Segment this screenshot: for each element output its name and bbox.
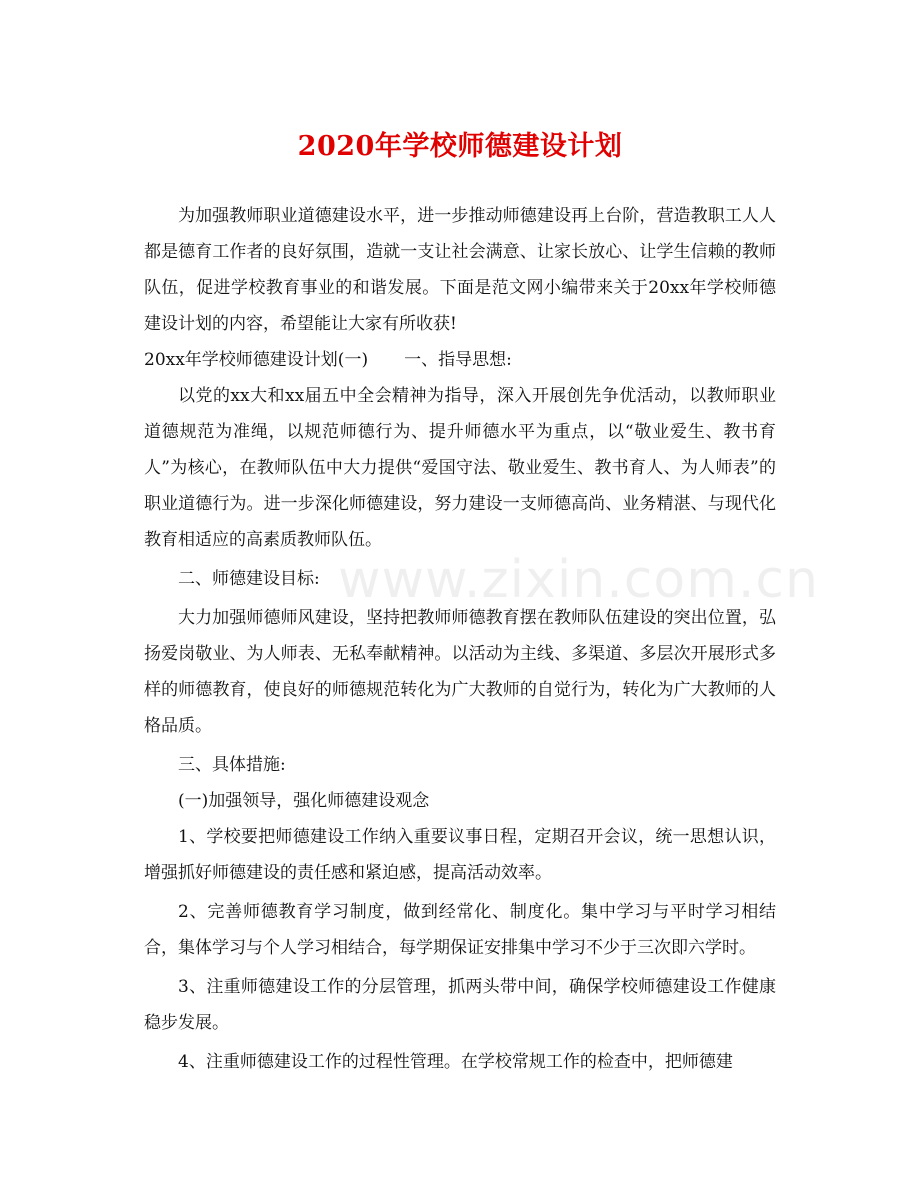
plan-heading-line: [144, 342, 776, 378]
measure-item-1: 1、学校要把师德建设工作纳入重要议事日程，定期召开会议，统一思想认识，增强抓好师德建设的责任感和紧迫感，提高活动效率。: [144, 827, 776, 883]
measure-item-4: 4、注重师德建设工作的过程性管理。在学校常规工作的检查中，把师德建: [178, 1052, 733, 1072]
document-title: 2020年学校师德建设计划: [297, 131, 623, 162]
intro-paragraph: 为加强教师职业道德建设水平，进一步推动师德建设再上台阶，营造教职工人人都是德育工作者的良好氛围，造就一支让社会满意、让家长放心、让学生信赖的教师队伍，促进学校教育事业的和谐发展。下面是范文网小编带来关于20xx年学校师德建设计划的内容，希望能让大家有所收获!: [144, 206, 776, 334]
section2-heading: 二、师德建设目标:: [178, 569, 320, 589]
plan-heading: 20xx年学校师德建设计划(一): [144, 350, 369, 370]
watermark: www.zixin.com.cn: [338, 550, 819, 610]
section3-heading: 三、具体措施:: [178, 755, 286, 775]
document-body: [144, 198, 819, 1080]
section2-paragraph: 大力加强师德师风建设，坚持把教师师德教育摆在教师队伍建设的突出位置，弘扬爱岗敬业、为人师表、无私奉献精神。以活动为主线、多渠道、多层次开展形式多样的师德教育，使良好的师德规范转化为广大教师的自觉行为，转化为广大教师的人格品质。: [144, 608, 776, 736]
subsection1-heading: (一)加强领导，强化师德建设观念: [178, 791, 430, 811]
section1-paragraph: 以党的xx大和xx届五中全会精神为指导，深入开展创先争优活动，以教师职业道德规范为准绳，以规范师德行为、提升师德水平为重点，以“敬业爱生、教书育人”为核心，在教师队伍中大力提供“爱国守法、敬业爱生、教书育人、为人师表”的职业道德行为。进一步深化师德建设，努力建设一支师德高尚、业务精湛、与现代化教育相适应的高素质教师队伍。: [144, 386, 776, 550]
measure-item-3: 3、注重师德建设工作的分层管理，抓两头带中间，确保学校师德建设工作健康稳步发展。: [144, 977, 776, 1033]
measure-item-2: 2、完善师德教育学习制度，做到经常化、制度化。集中学习与平时学习相结合，集体学习与个人学习相结合，每学期保证安排集中学习不少于三次即六学时。: [144, 902, 776, 958]
section1-heading: 一、指导思想:: [404, 350, 512, 370]
